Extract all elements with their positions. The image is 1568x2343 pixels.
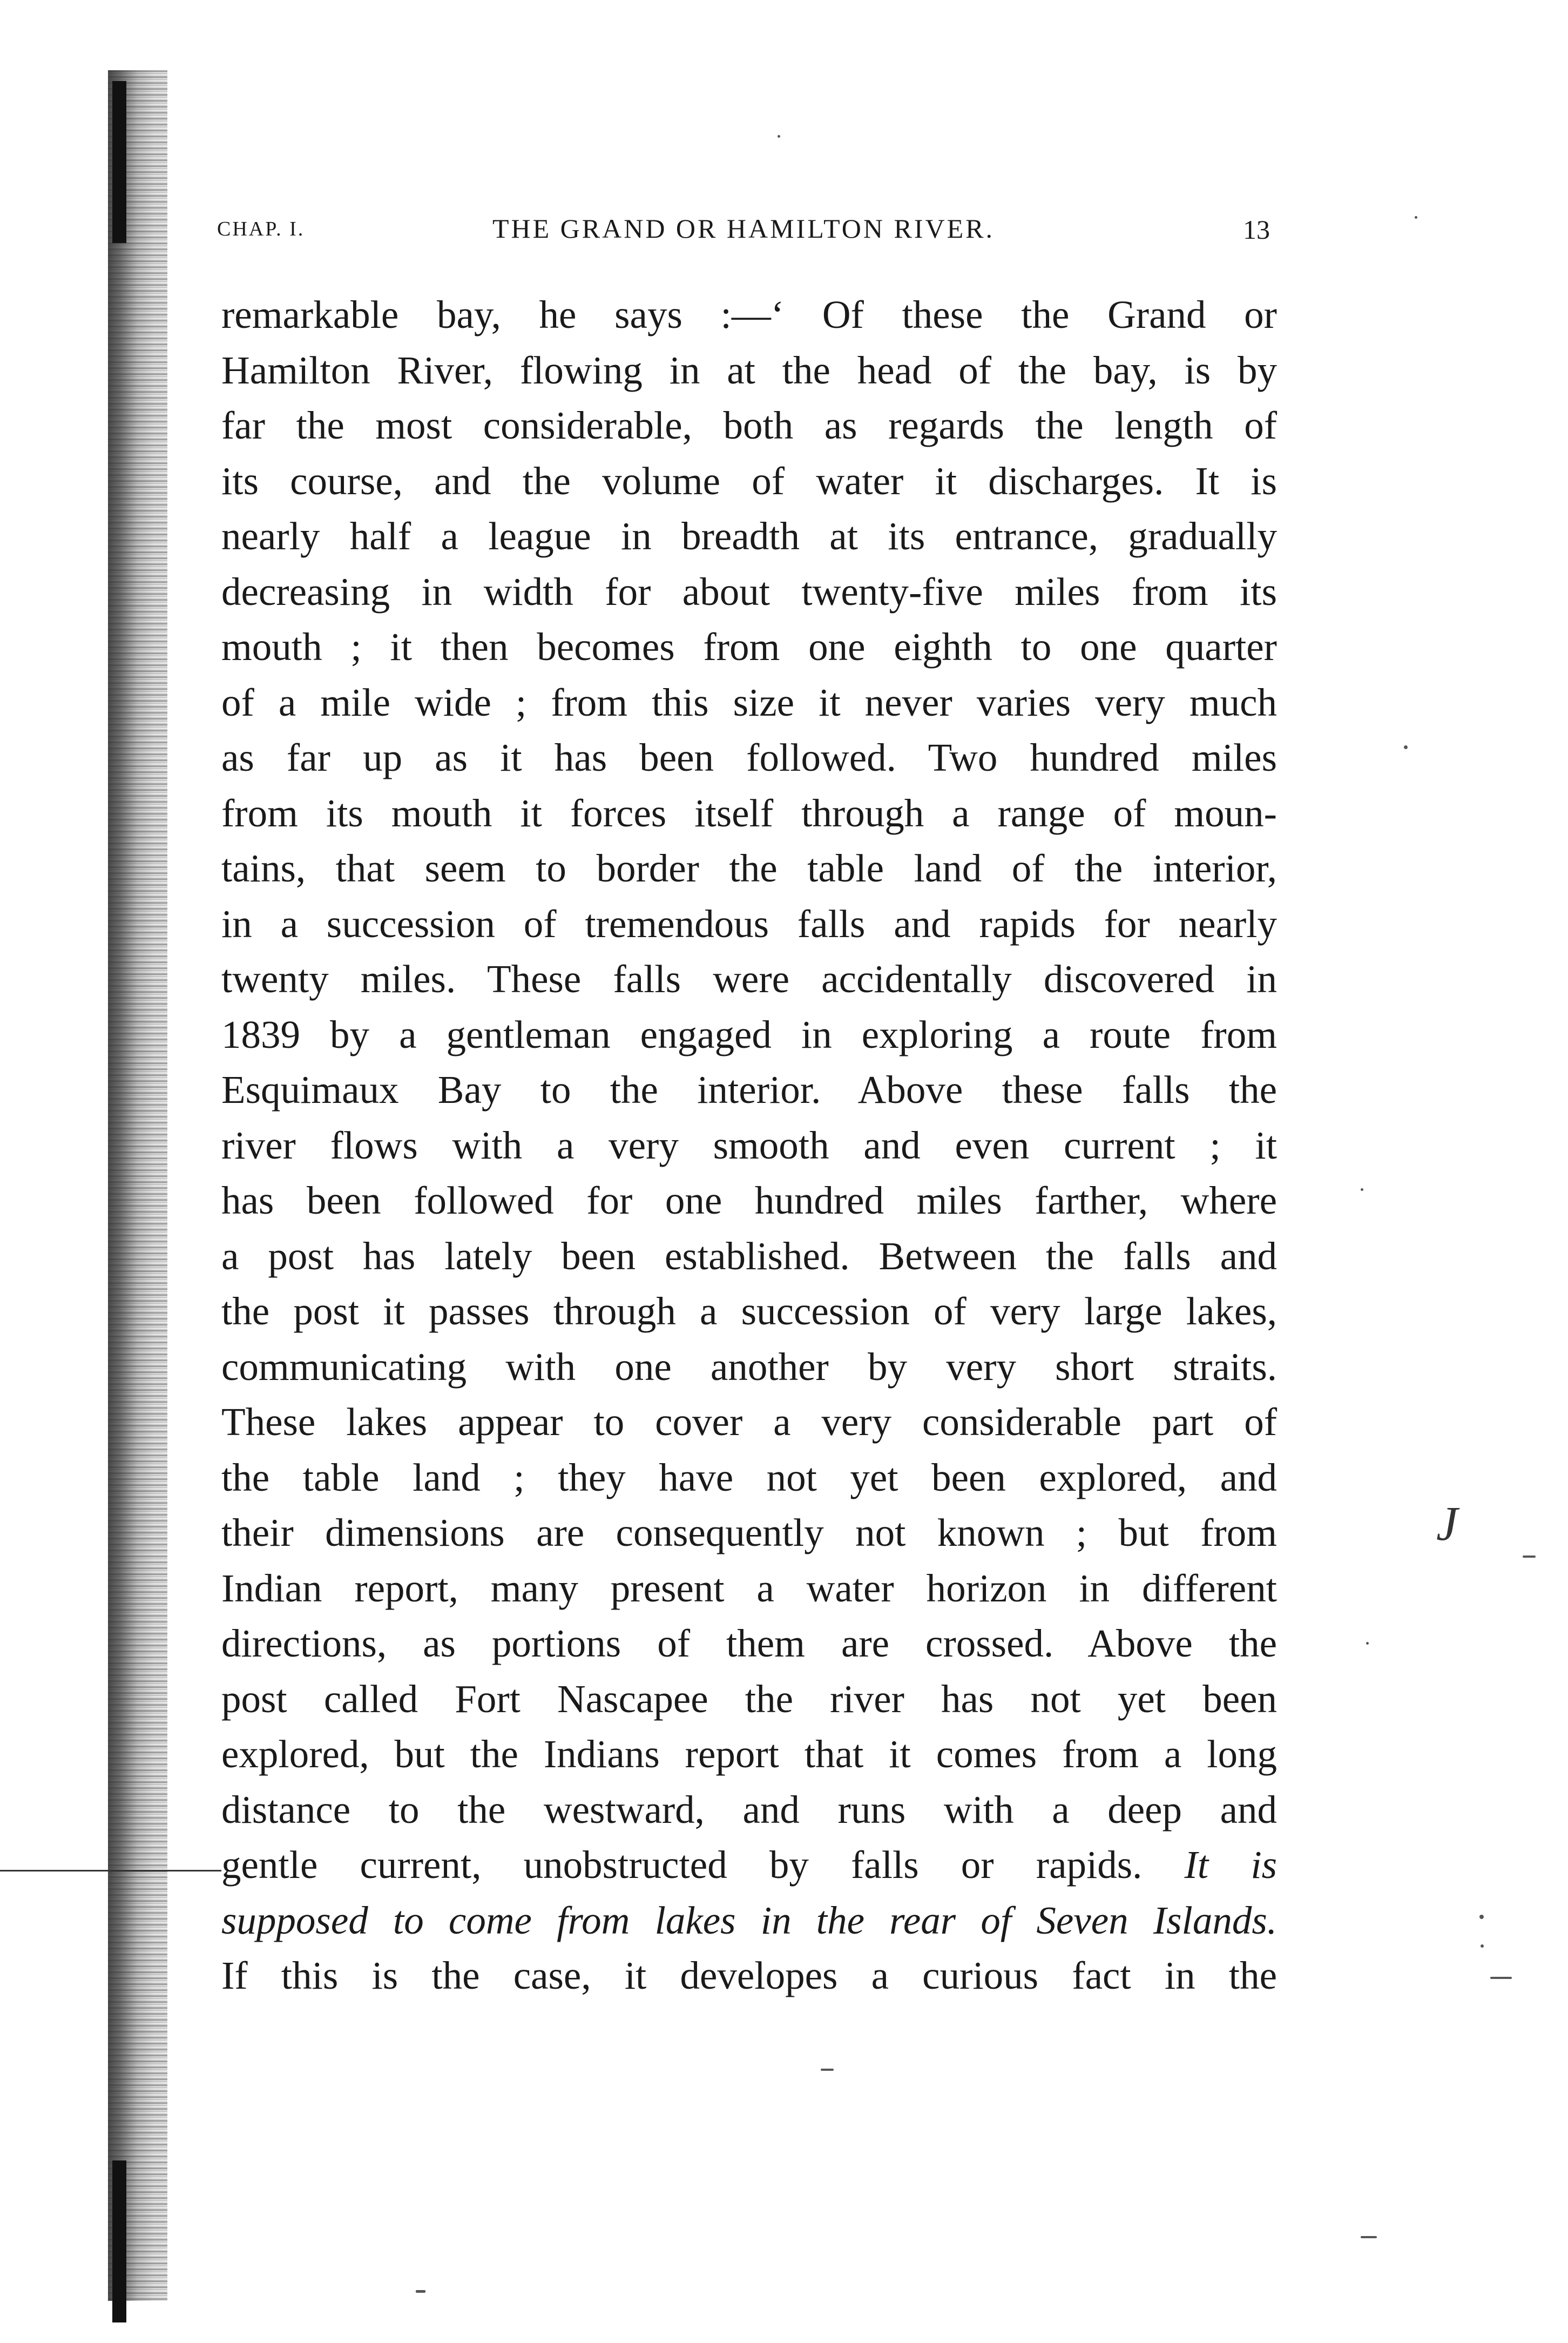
paper-speck	[778, 135, 780, 138]
binding-edge-dark-top	[112, 81, 126, 243]
text-line: tains, that seem to border the table land of the interior,	[221, 846, 1277, 890]
text-line: has been followed for one hundred miles farther, where	[221, 1179, 1277, 1222]
text-line: mouth ; it then becomes from one eighth to one quarter	[221, 625, 1277, 669]
text-line: nearly half a league in breadth at its entrance, gradually	[221, 514, 1277, 558]
binding-edge-dark-bottom	[112, 2160, 126, 2322]
text-italic-segment: It is	[1184, 1843, 1278, 1887]
text-line: explored, but the Indians report that it comes from a long	[221, 1732, 1277, 1776]
paper-speck	[1361, 1188, 1363, 1191]
paper-speck	[416, 2290, 425, 2293]
text-line: These lakes appear to cover a very considerable part of	[221, 1400, 1277, 1444]
text-line: their dimensions are consequently not known ; but from	[221, 1511, 1277, 1554]
text-line: directions, as portions of them are crossed. Above the	[221, 1621, 1277, 1665]
text-line: decreasing in width for about twenty-five miles from its	[221, 569, 1277, 614]
text-line: 1839 by a gentleman engaged in exploring a route from	[221, 1012, 1277, 1056]
text-line: post called Fort Nascapee the river has not yet been	[221, 1677, 1277, 1721]
paper-speck	[1361, 2236, 1377, 2238]
paper-speck	[1415, 216, 1417, 219]
page-number: 13	[1243, 214, 1270, 245]
text-line-mixed	[221, 1837, 1277, 1893]
paper-speck	[1366, 1642, 1369, 1645]
text-line: If this is the case, it developes a curious fact in the	[221, 1954, 1277, 1997]
text-line: river flows with a very smooth and even current ; it	[221, 1123, 1277, 1167]
text-line: the post it passes through a succession of very large lakes,	[221, 1289, 1277, 1333]
text-roman-segment: gentle current, unobstructed by falls or rapids.	[221, 1843, 1143, 1887]
text-line: the table land ; they have not yet been explored, and	[221, 1455, 1277, 1499]
text-line: a post has lately been established. Between the falls and	[221, 1234, 1277, 1278]
text-line: communicating with one another by very short straits.	[221, 1344, 1277, 1389]
text-line: distance to the westward, and runs with a deep and	[221, 1787, 1277, 1832]
chapter-label: CHAP. I.	[217, 218, 305, 240]
binding-edge-shadow	[108, 70, 167, 2301]
text-line-italic: supposed to come from lakes in the rear of Seven Islands.	[221, 1898, 1277, 1942]
paper-speck	[1481, 1944, 1484, 1948]
text-line: Hamilton River, flowing in at the head of the bay, is by	[221, 348, 1277, 392]
paper-speck	[821, 2069, 834, 2071]
text-line: in a succession of tremendous falls and rapids for nearly	[221, 901, 1277, 946]
text-line: far the most considerable, both as regards the length of	[221, 403, 1277, 447]
running-title: THE GRAND OR HAMILTON RIVER.	[492, 213, 995, 244]
text-line: as far up as it has been followed. Two hundred miles	[221, 736, 1277, 779]
text-line: of a mile wide ; from this size it never varies very much	[221, 680, 1277, 724]
paper-speck	[1404, 745, 1408, 749]
paper-speck	[1523, 1556, 1536, 1558]
text-line: its course, and the volume of water it discharges. It is	[221, 459, 1277, 503]
text-line: Esquimaux Bay to the interior. Above these falls the	[221, 1068, 1277, 1112]
text-line: twenty miles. These falls were accidentally discovered in	[221, 957, 1277, 1001]
body-text	[221, 287, 1277, 2004]
paper-speck	[1479, 1915, 1484, 1919]
text-line: Indian report, many present a water horizon in different	[221, 1566, 1277, 1610]
text-line: remarkable bay, he says :—‘ Of these the Grand or	[221, 293, 1277, 336]
margin-rule	[0, 1870, 221, 1871]
paper-speck	[1490, 1977, 1512, 1979]
text-line: from its mouth it forces itself through a range of moun-	[221, 791, 1277, 835]
running-head	[217, 212, 1270, 250]
margin-pencil-mark: J	[1436, 1497, 1458, 1551]
